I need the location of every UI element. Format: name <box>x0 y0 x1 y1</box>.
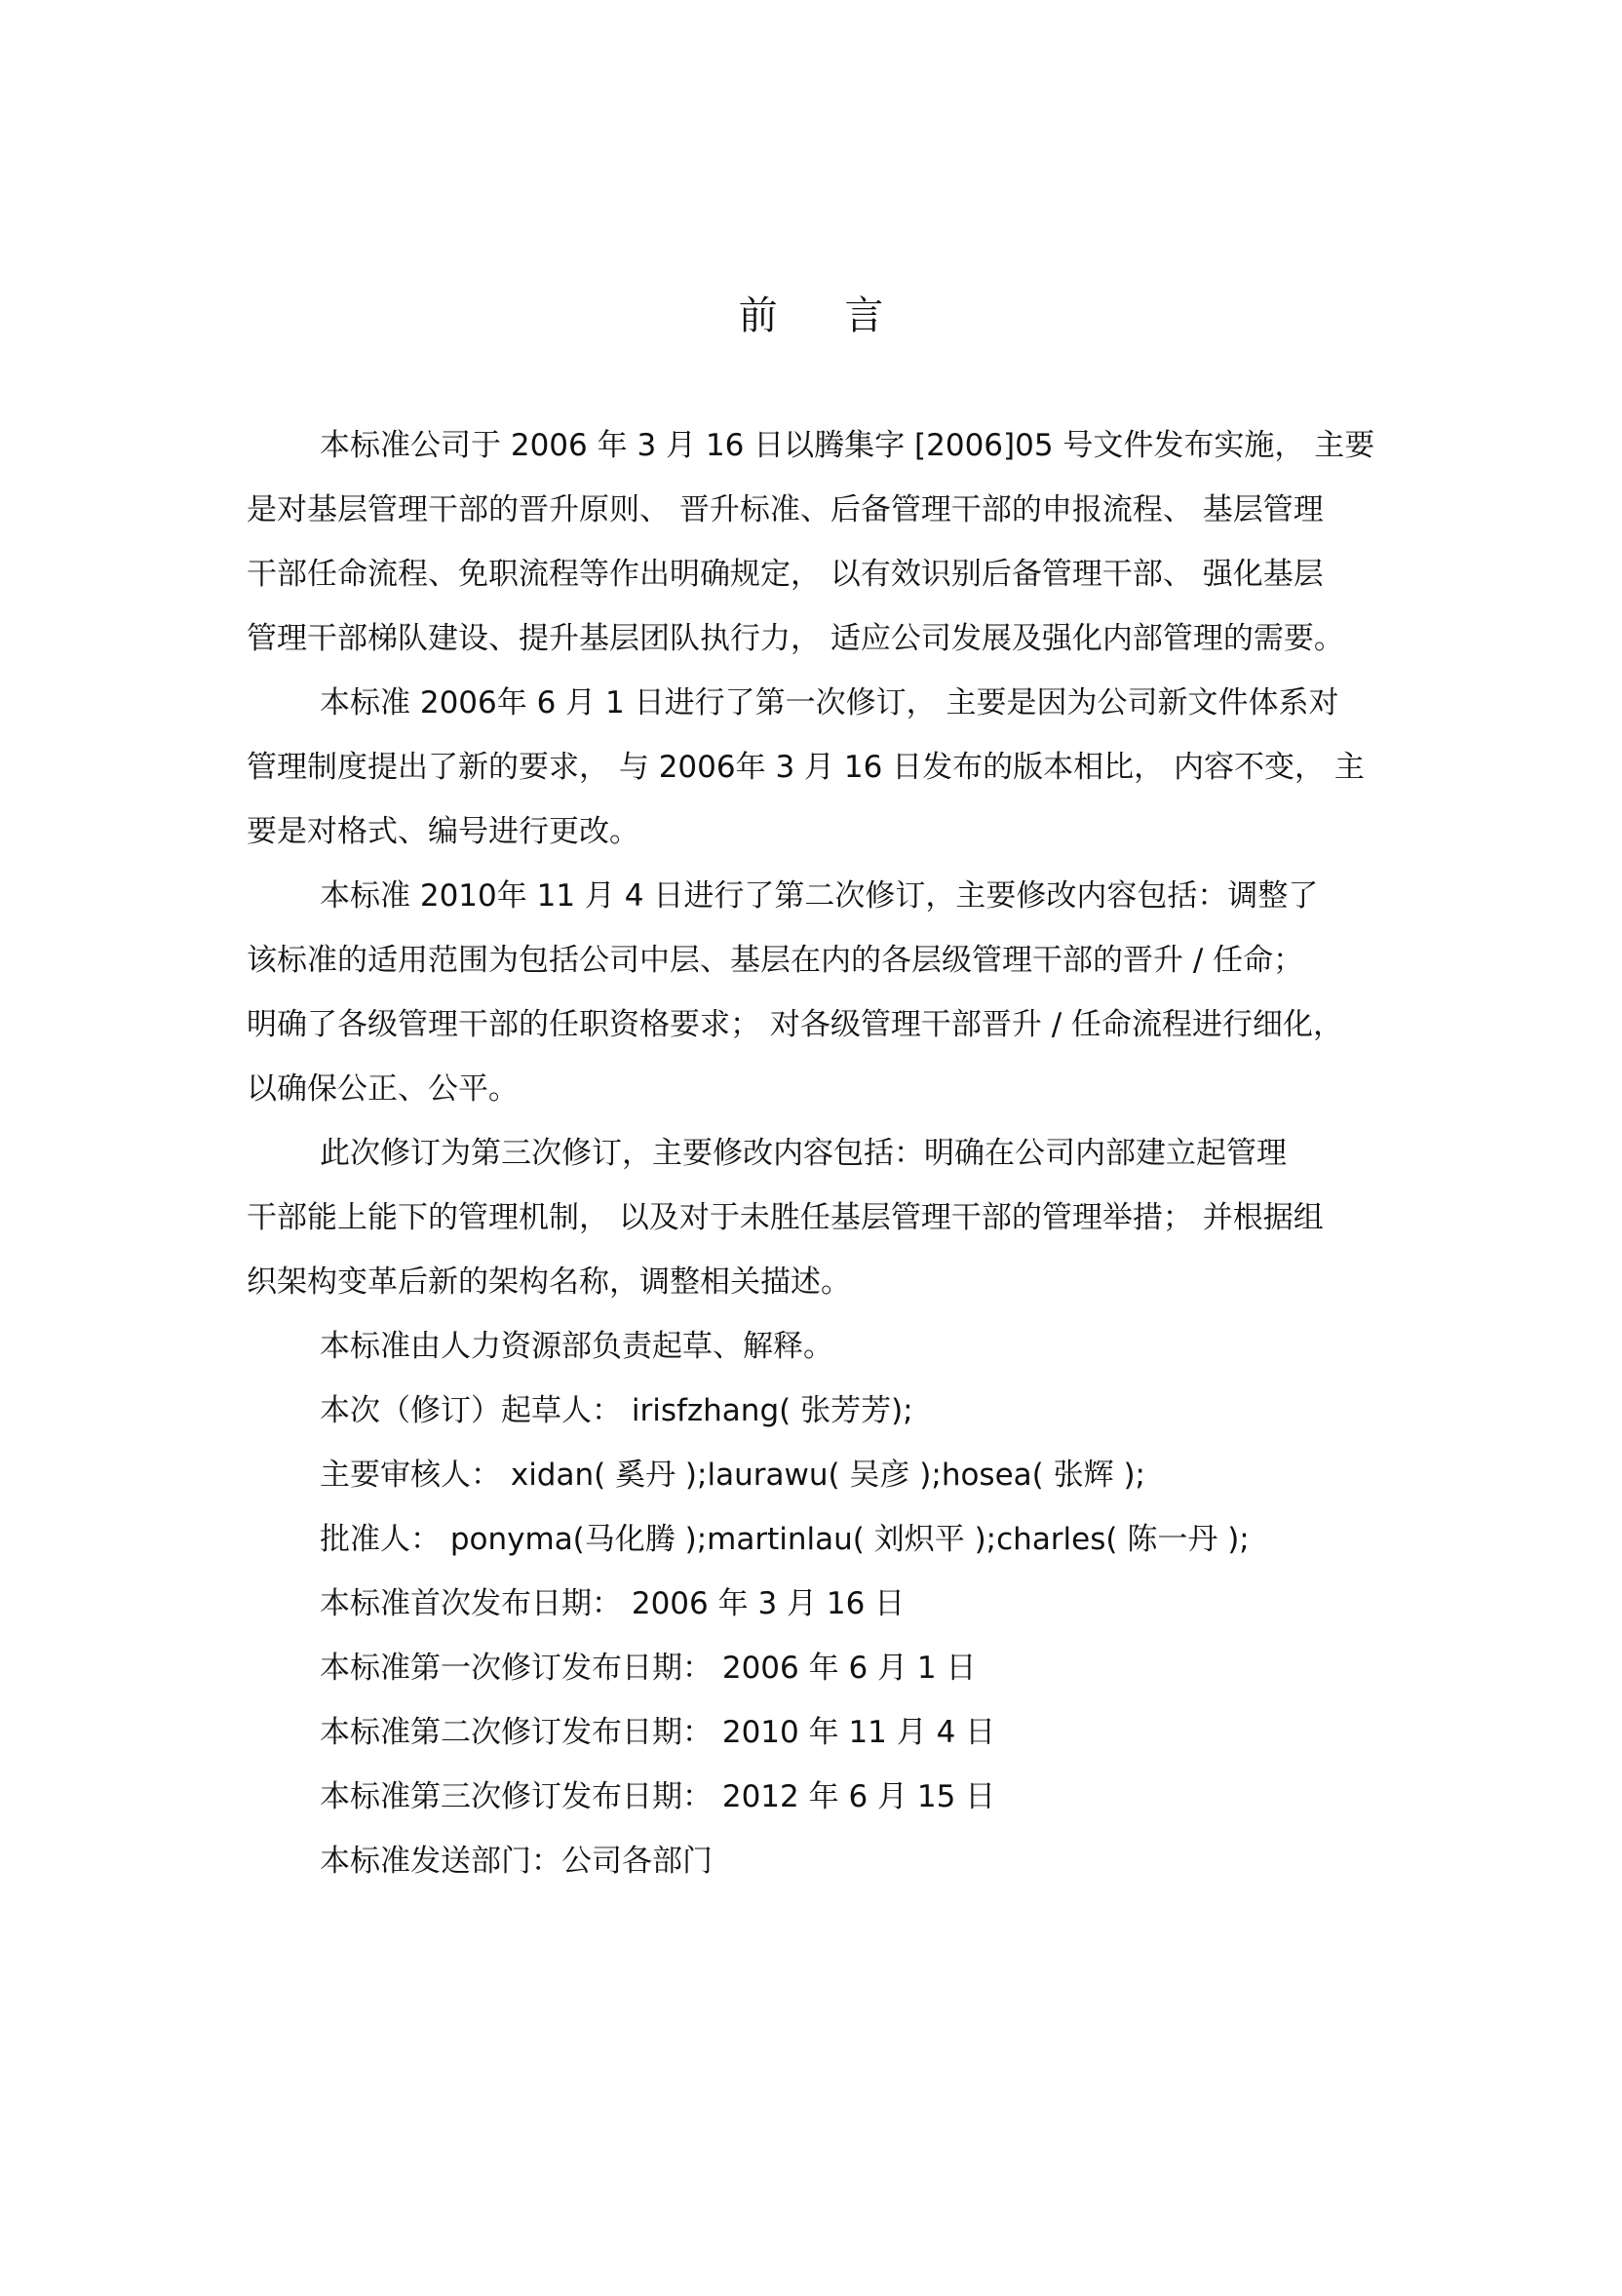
text-line: 织架构变革后新的架构名称，调整相关描述。 <box>247 1265 851 1300</box>
document-body <box>247 413 1387 1893</box>
metadata-block <box>247 1314 1387 1893</box>
paragraph-second-revision <box>247 864 1387 1121</box>
rev2-release-date: 本标准第二次修订发布日期： 2010 年 11 月 4 日 <box>320 1715 996 1750</box>
paragraph-original-release <box>247 413 1387 671</box>
approvers-line: 批准人： ponyma(马化腾 );martinlau( 刘炽平 );charles( 陈一丹 ); <box>320 1522 1250 1557</box>
text-line: 干部任命流程、免职流程等作出明确规定， 以有效识别后备管理干部、 强化基层 <box>247 557 1324 592</box>
text-line: 明确了各级管理干部的任职资格要求； 对各级管理干部晋升 / 任命流程进行细化， <box>247 1007 1344 1042</box>
drafter-line: 本次（修订）起草人： irisfzhang( 张芳芳); <box>320 1393 913 1428</box>
page-title: 前 言 <box>738 293 911 338</box>
text-line: 该标准的适用范围为包括公司中层、基层在内的各层级管理干部的晋升 / 任命； <box>247 943 1304 978</box>
rev3-release-date: 本标准第三次修订发布日期： 2012 年 6 月 15 日 <box>320 1779 996 1814</box>
text-line: 本标准公司于 2006 年 3 月 16 日以腾集字 [2006]05 号文件发布实施， 主要 <box>320 428 1375 463</box>
text-line: 此次修订为第三次修订，主要修改内容包括：明确在公司内部建立起管理 <box>320 1136 1287 1171</box>
paragraph-third-revision <box>247 1121 1387 1314</box>
text-line: 管理干部梯队建设、提升基层团队执行力， 适应公司发展及强化内部管理的需要。 <box>247 621 1344 656</box>
reviewers-line: 主要审核人： xidan( 奚丹 );laurawu( 吴彦 );hosea( 张辉 ); <box>320 1458 1145 1493</box>
text-line: 要是对格式、编号进行更改。 <box>247 814 639 849</box>
text-line: 干部能上能下的管理机制， 以及对于未胜任基层管理干部的管理举措； 并根据组 <box>247 1200 1324 1235</box>
text-line: 本标准 2010年 11 月 4 日进行了第二次修订，主要修改内容包括：调整了 <box>320 878 1319 914</box>
distribution-line: 本标准发送部门：公司各部门 <box>320 1844 713 1879</box>
text-line: 以确保公正、公平。 <box>247 1071 519 1107</box>
text-line: 本标准 2006年 6 月 1 日进行了第一次修订， 主要是因为公司新文件体系对 <box>320 685 1339 720</box>
paragraph-first-revision <box>247 671 1387 864</box>
drafting-dept-line: 本标准由人力资源部负责起草、解释。 <box>320 1329 833 1364</box>
first-release-date: 本标准首次发布日期： 2006 年 3 月 16 日 <box>320 1586 906 1621</box>
text-line: 是对基层管理干部的晋升原则、 晋升标准、后备管理干部的申报流程、 基层管理 <box>247 492 1324 527</box>
rev1-release-date: 本标准第一次修订发布日期： 2006 年 6 月 1 日 <box>320 1651 977 1686</box>
text-line: 管理制度提出了新的要求， 与 2006年 3 月 16 日发布的版本相比， 内容不变， 主 <box>247 750 1365 785</box>
